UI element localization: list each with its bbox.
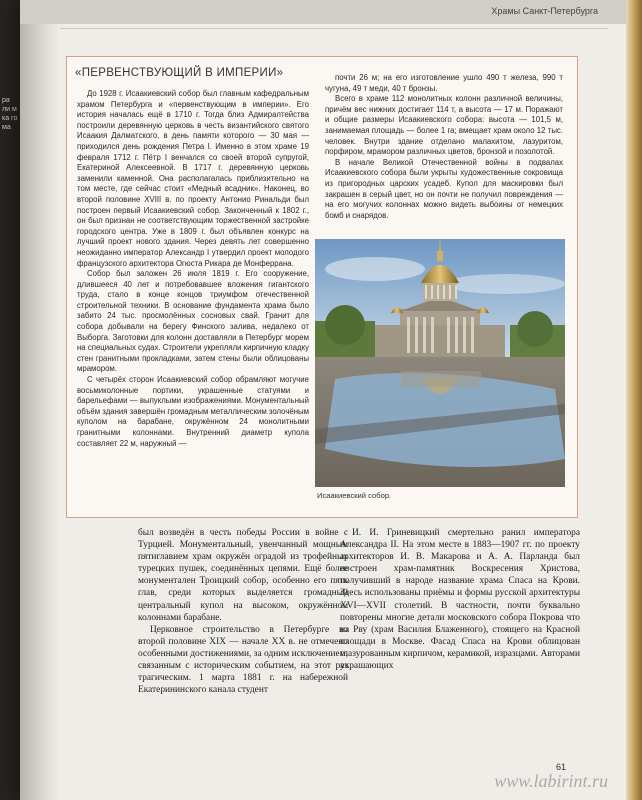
running-head-text: Храмы Санкт-Петербурга	[491, 6, 598, 16]
page-gutter	[20, 0, 60, 800]
sidebar-box	[66, 56, 578, 518]
sidebar-paragraph: Всего в храме 112 монолитных колонн различной величины, причём вес нижних достигает 114 т, а высота — 17 м. Поражают и общие размеры Исаакиевского собора: высота — 101,5 м, занимаемая площадь — более 1 га; вмещает храм около 12 тыс. человек. Внутри здание отделано малахитом, лазуритом, порфиром, мрамором различных цветов, бронзой и позолотой.	[325, 94, 563, 157]
book-edge	[626, 0, 642, 800]
cathedral-photo	[315, 239, 565, 487]
sidebar-title: «ПЕРВЕНСТВУЮЩИЙ В ИМПЕРИИ»	[75, 67, 284, 79]
body-paragraph: Церковное строительство в Петербурге во второй половине XIX — начале XX в. не отмечено особенными достижениями, за одним исключением, связанным с историческим событием, на этот раз трагическим. 1 марта 1881 г. на набережной Екатерининского канала студент	[138, 624, 348, 696]
sidebar-paragraph: С четырёх сторон Исаакиевский собор обрамляют могучие восьмиколонные портики, украшенные статуями и барельефами — выпуклыми изображениями. Монументальный объём здания завершён громадным металлическим золочёным куполом на барабане, окружённом 24 монолитными гранитными колоннами. Внутренний диаметр купола составляет 22 м, наружный —	[77, 375, 309, 448]
body-paragraph: был возведён в честь победы России в войне с Турцией. Монументальный, увенчанный мощным пятиглавием храм окружён оградой из трофейных турецких пушек, соединённых цепями. Ещё более монументален Троицкий собор, особенно его пять глав, среди которых выделяется громадный центральный купол на высоком, окружённом колоннами барабане.	[138, 528, 348, 623]
sidebar-right-column	[325, 73, 563, 221]
sidebar-paragraph: В начале Великой Отечественной войны в подвалах Исаакиевского собора были укрыты художественные сокровища из пригородных царских усадеб. Купол для маскировки был закрашен в серый цвет, но он почти не получил повреждения — на его могучих колоннах можно видеть выбоины от немецких бомб и снарядов.	[325, 157, 563, 220]
sidebar-left-column	[77, 89, 309, 449]
sidebar-paragraph: почти 26 м; на его изготовление ушло 490 т железа, 990 т чугуна, 49 т меди, 40 т бронзы.	[325, 73, 563, 93]
cathedral-photo-image	[315, 239, 565, 487]
watermark: www.labirint.ru	[494, 771, 608, 791]
page-number: 61	[555, 762, 566, 772]
book-page	[20, 0, 626, 800]
top-divider	[60, 28, 608, 29]
adjacent-page-text: ра ли м ка го ма	[2, 97, 18, 131]
sidebar-paragraph: Собор был заложен 26 июля 1819 г. Его сооружение, длившееся 40 лет и потребовавшее вложения гигантского труда, стало в конце концов триумфом отечественной строительной техники. В основание фундамента храма было забито 24 тыс. просмолённых сосновых свай. Гранит для собора добывали на берегу Финского залива, недалеко от Выборга. Заготовки для колонн доставляли в Петербург морем на специальных судах. Строители укрепляли кирпичную кладку стен гранитными прокладками, затем стены были облицованы мрамором.	[77, 269, 309, 374]
main-text-right-column	[340, 527, 580, 672]
main-text-left-column	[138, 527, 348, 696]
sidebar-paragraph: До 1928 г. Исаакиевский собор был главным кафедральным храмом Петербурга и «первенствующим в империи». Его история началась ещё в 1710 г. Тогда близ Адмиралтейства построили деревянную церковь в честь византийского святого Исаакия Далматского, в день памяти которого — 30 мая — приходился день рождения Петра I. Именно в этом храме 19 февраля 1712 г. Пётр I венчался со своей второй супругой, Екатериной Алексеевной. В 1717 г. деревянную церковь заменили каменной. Она располагалась приблизительно на том месте, где сейчас стоит «Медный всадник». Наконец, во второй половине XVIII в. по проекту Антонио Ринальди был построен первый Исаакиевский собор. Законченный к 1802 г., он был признан не соответствующим торжественной застройке городского центра. Уже в 1809 г. был объявлен конкурс на лучший проект нового здания. Через девять лет совершенно неожиданно император Александр I утвердил проект молодого французского архитектора Огюста Рикара де Монферрана.	[77, 89, 309, 268]
body-paragraph: И. И. Гриневицкий смертельно ранил императора Александра II. На этом месте в 1883—1907 гг. по проекту архитекторов И. В. Макарова и А. А. Парланда был построен храм-памятник Воскресения Христова, получивший в народе название храма Спаса на Крови. Здесь использованы приёмы и формы русской архитектуры XVI—XVII столетий. В частности, почти буквально повторены многие детали московского собора Покрова что на Рву (храм Василия Блаженного), стоящего на Красной площади в Москве. Фасад Спаса на Крови облицован глазурованным кирпичом, керамикой, изразцами. Авторами украшающих	[340, 528, 580, 672]
running-head-bar	[20, 0, 626, 24]
photo-caption: Исаакиевский собор.	[317, 491, 392, 500]
adjacent-page-strip	[0, 0, 20, 800]
